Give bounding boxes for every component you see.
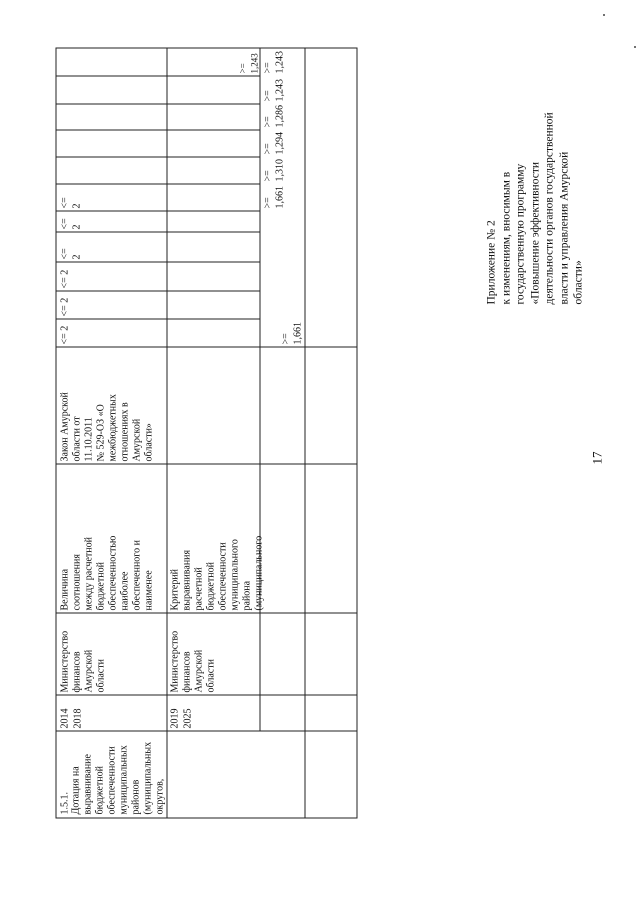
event-name-line: выравнивание bbox=[82, 754, 94, 815]
event-name-line: Дотация на bbox=[70, 766, 82, 815]
value-line: <= bbox=[59, 197, 71, 209]
landscape-page bbox=[1, 0, 640, 905]
column-divider bbox=[57, 613, 357, 614]
event-name-line: обеспеченности bbox=[106, 746, 118, 815]
source-line: Закон Амурской bbox=[59, 392, 71, 462]
executor-line: финансов bbox=[71, 651, 83, 693]
value-line: 1,661 bbox=[292, 322, 304, 345]
indicator-cell bbox=[60, 536, 156, 611]
source-cell bbox=[60, 392, 156, 461]
executor-cell bbox=[170, 631, 218, 693]
column-divider bbox=[57, 262, 260, 263]
target-value: <= 2 bbox=[59, 325, 71, 345]
value-line: 2 bbox=[71, 224, 83, 230]
column-divider bbox=[57, 157, 260, 158]
value-line: 1,243 bbox=[274, 79, 286, 102]
column-divider bbox=[57, 232, 260, 233]
event-name-line: районов bbox=[130, 779, 142, 815]
indicator-line: Критерий bbox=[169, 568, 181, 611]
indicator-line: бюджетной bbox=[205, 562, 217, 611]
indicator-line: соотношения bbox=[71, 554, 83, 611]
target-value bbox=[60, 197, 84, 208]
year-end: 2025 bbox=[182, 708, 194, 729]
executor-line: области bbox=[205, 659, 217, 693]
appendix-line: Приложение № 2 bbox=[485, 220, 498, 305]
value-line: <= bbox=[59, 248, 71, 260]
source-line: № 529-ОЗ «О bbox=[95, 404, 107, 462]
target-value bbox=[263, 159, 287, 182]
row-number: 1.5.1. bbox=[59, 792, 71, 815]
executor-line: Министерство bbox=[59, 630, 71, 693]
value-line: >= bbox=[280, 333, 292, 345]
value-line: >= bbox=[262, 62, 274, 74]
column-divider bbox=[57, 104, 260, 105]
target-value: <= 2 bbox=[59, 297, 71, 317]
column-divider bbox=[57, 76, 260, 77]
source-line: 11.10.2011 bbox=[83, 417, 95, 462]
row-divider bbox=[167, 49, 168, 818]
appendix-line: к изменениям, вносимым в bbox=[500, 171, 512, 305]
column-divider bbox=[57, 731, 357, 732]
indicator-line: наиболее bbox=[119, 571, 131, 611]
value-line: 1,294 bbox=[274, 132, 286, 155]
value-line: 2 bbox=[71, 203, 83, 209]
value-line: 1,243 bbox=[274, 51, 286, 74]
target-value: <= 2 bbox=[59, 269, 71, 289]
appendix-line: «Повышение эффективности bbox=[529, 161, 541, 305]
appendix-line: государственную программу bbox=[514, 163, 527, 305]
column-divider bbox=[57, 130, 260, 131]
source-line: области» bbox=[143, 423, 155, 462]
value-line: 1,286 bbox=[274, 105, 286, 128]
value-line: >= bbox=[262, 197, 274, 209]
year-start: 2014 bbox=[59, 708, 71, 729]
indicator-line: выравнивания bbox=[181, 549, 193, 611]
target-value bbox=[263, 132, 287, 155]
value-line: 1,310 bbox=[274, 159, 286, 182]
value-line: 1,243 bbox=[249, 53, 260, 74]
executor-line: Амурской bbox=[83, 649, 95, 693]
value-line: >= bbox=[262, 116, 274, 128]
indicator-line: бюджетной bbox=[95, 562, 107, 611]
value-line: <= bbox=[59, 218, 71, 230]
appendix-note bbox=[485, 19, 587, 305]
target-value bbox=[281, 322, 305, 345]
year-start: 2019 bbox=[169, 708, 181, 729]
indicator-line: Величина bbox=[59, 568, 71, 611]
indicator-line: обеспеченного и bbox=[131, 540, 143, 611]
row-divider bbox=[305, 49, 306, 818]
page-number: 17 bbox=[589, 451, 605, 465]
event-name-line: округов, bbox=[154, 778, 166, 815]
event-name-cell bbox=[71, 742, 167, 815]
value-line: >= bbox=[262, 170, 274, 182]
value-line: >= bbox=[237, 63, 248, 74]
indicator-line: расчетной bbox=[193, 567, 205, 611]
column-divider bbox=[57, 184, 260, 185]
executor-cell bbox=[60, 631, 108, 693]
indicator-line: обеспеченностью bbox=[107, 535, 119, 611]
source-line: Амурской bbox=[131, 418, 143, 462]
indicator-line: между расчетной bbox=[83, 537, 95, 611]
event-name-line: (муниципальных bbox=[142, 741, 154, 815]
appendix-line: власти и управления Амурской bbox=[558, 151, 570, 305]
value-line: >= bbox=[262, 90, 274, 102]
source-line: области от bbox=[71, 416, 83, 462]
target-value bbox=[60, 218, 84, 229]
value-line: 1,661 bbox=[274, 186, 286, 209]
source-line: отношениях в bbox=[119, 402, 131, 462]
target-value bbox=[237, 53, 261, 73]
target-value bbox=[263, 79, 287, 102]
executor-line: Министерство bbox=[169, 630, 181, 693]
column-divider bbox=[57, 319, 260, 320]
column-divider bbox=[57, 291, 260, 292]
indicator-line: муниципального bbox=[229, 539, 241, 611]
value-line: 2 bbox=[71, 254, 83, 260]
indicator-line: (муниципального bbox=[253, 535, 265, 611]
executor-line: Амурской bbox=[193, 649, 205, 693]
target-value bbox=[60, 248, 84, 259]
indicator-cell bbox=[170, 536, 266, 611]
indicator-line: наименее bbox=[143, 570, 155, 611]
source-line: межбюджетных bbox=[107, 394, 119, 462]
appendix-line: области» bbox=[572, 260, 585, 305]
indicator-line: района bbox=[241, 580, 253, 611]
column-divider bbox=[57, 347, 357, 348]
event-name-line: муниципальных bbox=[118, 745, 130, 815]
appendix-line: деятельности органов государственной bbox=[543, 112, 556, 305]
column-divider bbox=[57, 695, 357, 696]
executor-line: финансов bbox=[181, 651, 193, 693]
column-divider bbox=[57, 464, 357, 465]
year-end: 2018 bbox=[72, 708, 84, 729]
value-line: >= bbox=[262, 143, 274, 155]
target-value bbox=[263, 51, 287, 74]
column-divider bbox=[57, 211, 260, 212]
event-name-line: бюджетной bbox=[94, 766, 106, 815]
executor-line: области bbox=[95, 659, 107, 693]
row-divider bbox=[260, 49, 261, 732]
program-table bbox=[56, 48, 358, 819]
target-value bbox=[263, 186, 287, 209]
target-value bbox=[263, 105, 287, 128]
indicator-line: обеспеченности bbox=[217, 542, 229, 611]
